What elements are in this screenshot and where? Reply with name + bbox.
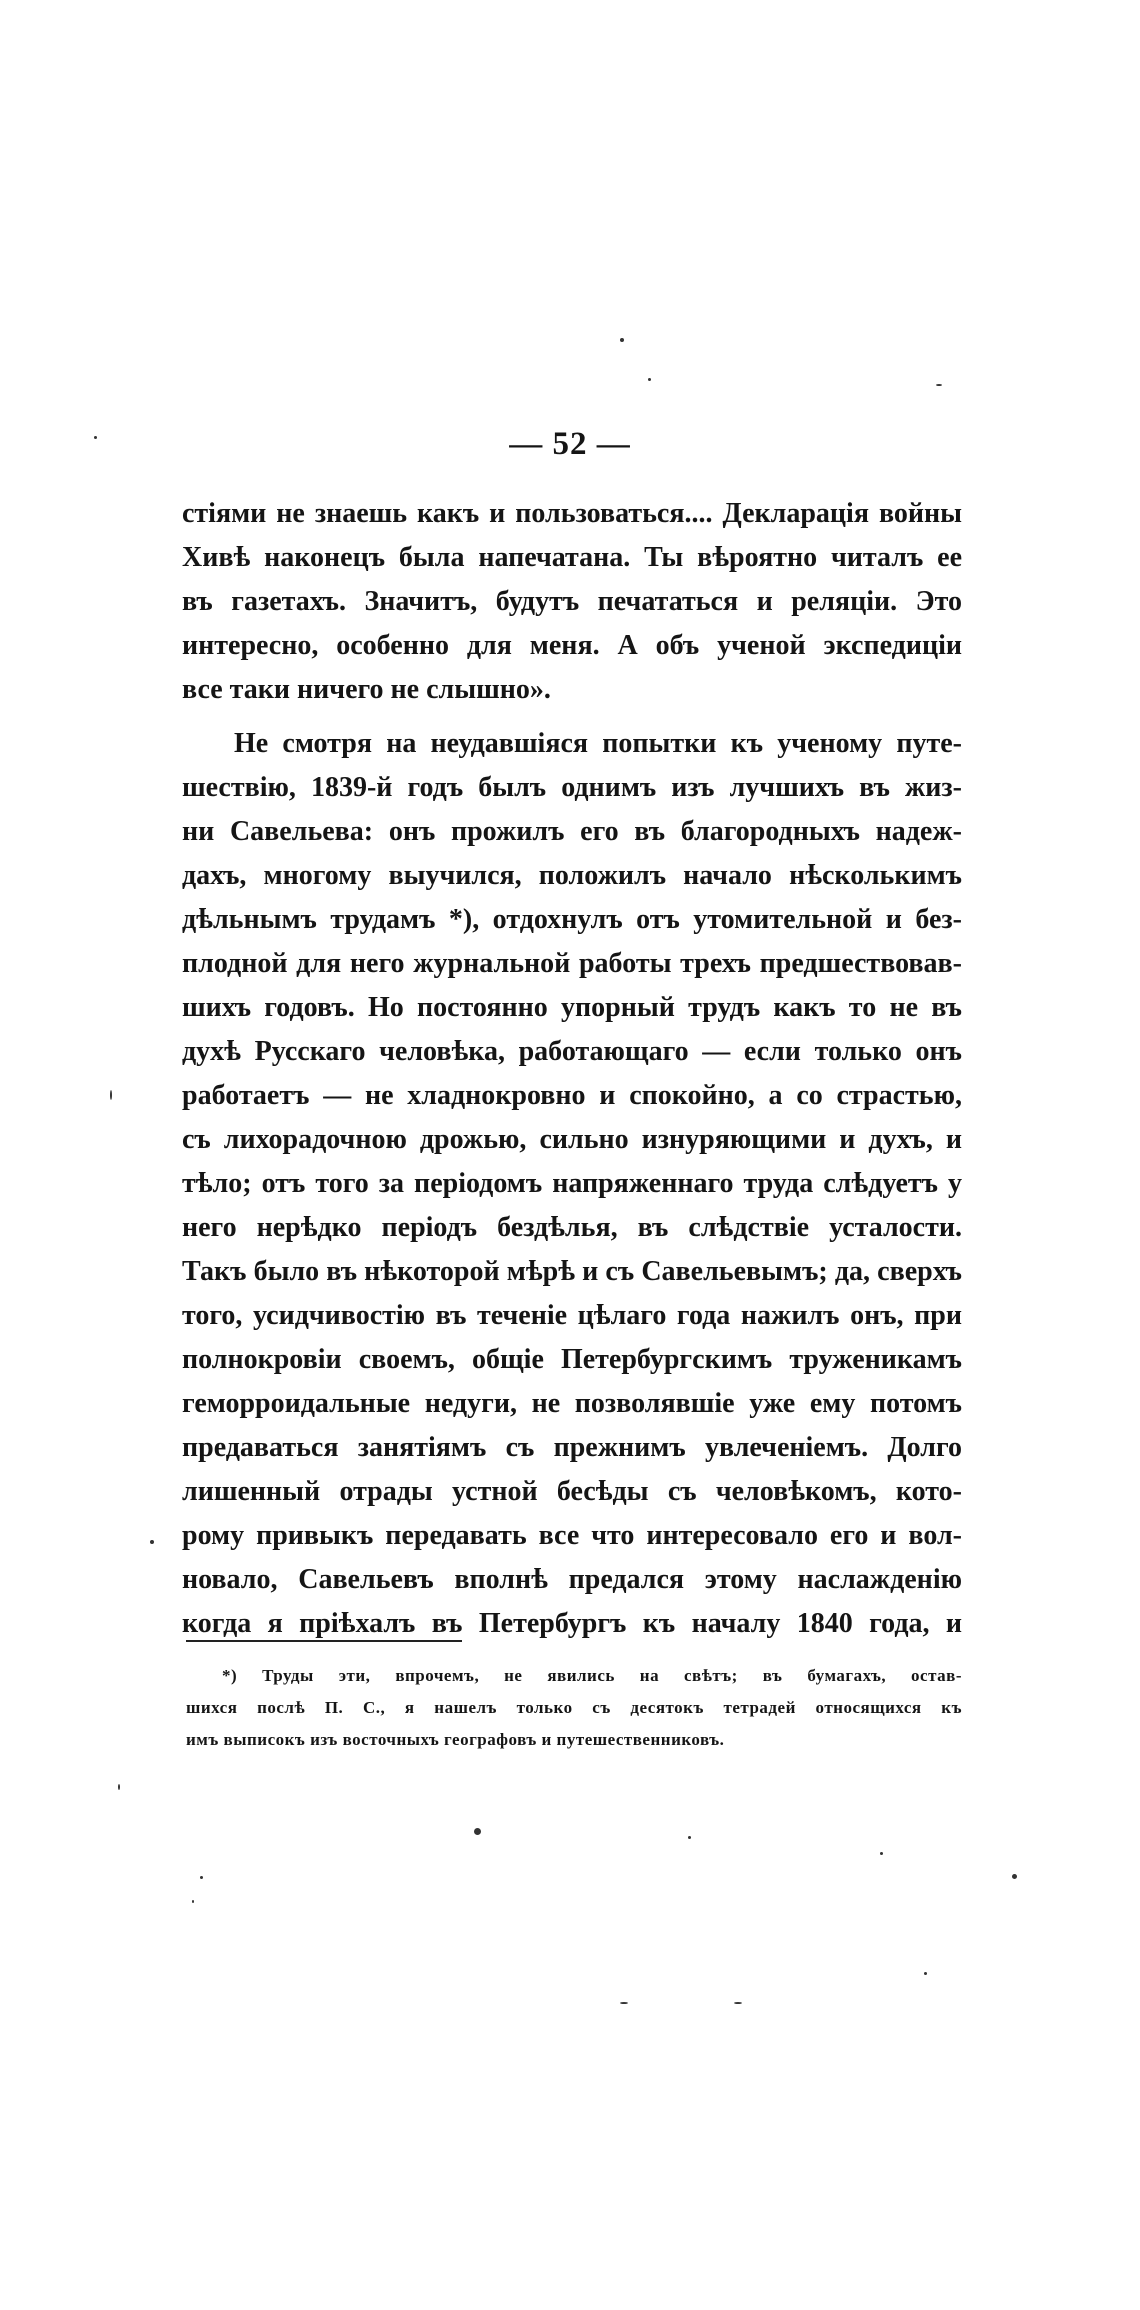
text-line: шихъ годовъ. Но постоянно упорный трудъ какъ то не въ bbox=[182, 992, 962, 1023]
text-line: Не смотря на неудавшіяся попытки къ ученому путе- bbox=[234, 728, 962, 759]
footnote bbox=[186, 1660, 962, 1756]
scan-speck bbox=[200, 1876, 203, 1879]
text-line: духѣ Русскаго человѣка, работающаго — если только онъ bbox=[182, 1036, 962, 1067]
text-line: Такъ было въ нѣкоторой мѣрѣ и съ Савельевымъ; да, сверхъ bbox=[182, 1256, 962, 1287]
text-line: тѣло; отъ того за періодомъ напряженнаго труда слѣдуетъ у bbox=[182, 1168, 962, 1199]
body-text bbox=[182, 492, 962, 1646]
scan-speck bbox=[924, 1972, 927, 1975]
scan-speck bbox=[474, 1828, 481, 1835]
text-line: новало, Савельевъ вполнѣ предался этому наслажденію bbox=[182, 1564, 962, 1595]
scan-speck bbox=[734, 2002, 742, 2004]
text-line: все таки ничего не слышно». bbox=[182, 674, 551, 705]
text-line: лишенный отрады устной бесѣды съ человѣкомъ, кото- bbox=[182, 1476, 962, 1507]
text-line: работаетъ — не хладнокровно и спокойно, а со страстью, bbox=[182, 1080, 962, 1111]
text-line: интересно, особенно для меня. А объ ученой экспедиціи bbox=[182, 630, 962, 661]
scan-speck bbox=[192, 1900, 194, 1903]
text-line: когда я пріѣхалъ въ Петербургъ къ началу 1840 года, и bbox=[182, 1608, 962, 1639]
text-line: въ газетахъ. Значитъ, будутъ печататься и реляціи. Это bbox=[182, 586, 962, 617]
scan-speck bbox=[620, 2002, 628, 2004]
text-line: Хивѣ наконецъ была напечатана. Ты вѣроятно читалъ ее bbox=[182, 542, 962, 573]
scan-speck bbox=[118, 1784, 120, 1790]
text-line: полнокровіи своемъ, общіе Петербургскимъ труженикамъ bbox=[182, 1344, 962, 1375]
text-line: рому привыкъ передавать все что интересовало его и вол- bbox=[182, 1520, 962, 1551]
scan-speck bbox=[94, 436, 97, 439]
text-line: того, усидчивостію въ теченіе цѣлаго года нажилъ онъ, при bbox=[182, 1300, 962, 1331]
text-line: дѣльнымъ трудамъ *), отдохнулъ отъ утомительной и без- bbox=[182, 904, 962, 935]
text-line: дахъ, многому выучился, положилъ начало нѣсколькимъ bbox=[182, 860, 962, 891]
paragraph-gap bbox=[182, 712, 962, 722]
scan-speck bbox=[936, 384, 942, 386]
footnote-line: имъ выписокъ изъ восточныхъ географовъ и путешественниковъ. bbox=[186, 1730, 725, 1749]
scan-speck bbox=[110, 1090, 112, 1100]
text-line: ни Савельева: онъ прожилъ его въ благородныхъ надеж- bbox=[182, 816, 962, 847]
text-line: съ лихорадочною дрожью, сильно изнуряющими и духъ, и bbox=[182, 1124, 962, 1155]
footnote-line: шихся послѣ П. С., я нашелъ только съ десятокъ тетрадей относящихся къ bbox=[186, 1698, 962, 1717]
footnote-divider bbox=[186, 1640, 462, 1642]
text-line: шествію, 1839-й годъ былъ однимъ изъ лучшихъ въ жиз- bbox=[182, 772, 962, 803]
scan-speck bbox=[688, 1836, 691, 1839]
scan-speck bbox=[648, 378, 651, 381]
text-line: предаваться занятіямъ съ прежнимъ увлеченіемъ. Долго bbox=[182, 1432, 962, 1463]
scan-speck bbox=[1012, 1874, 1017, 1879]
text-line: стіями не знаешь какъ и пользоваться.... Декларація войны bbox=[182, 498, 962, 529]
text-line: плодной для него журнальной работы трехъ предшествовав- bbox=[182, 948, 962, 979]
scan-speck bbox=[880, 1852, 883, 1855]
text-line: него нерѣдко періодъ бездѣлья, въ слѣдствіе усталости. bbox=[182, 1212, 962, 1243]
page-number: — 52 — bbox=[509, 426, 631, 462]
scan-speck bbox=[620, 338, 624, 342]
text-line: геморроидальные недуги, не позволявшіе уже ему потомъ bbox=[182, 1388, 962, 1419]
footnote-line: *) Труды эти, впрочемъ, не явились на свѣтъ; въ бумагахъ, остав- bbox=[222, 1666, 962, 1685]
scan-speck bbox=[150, 1540, 154, 1544]
